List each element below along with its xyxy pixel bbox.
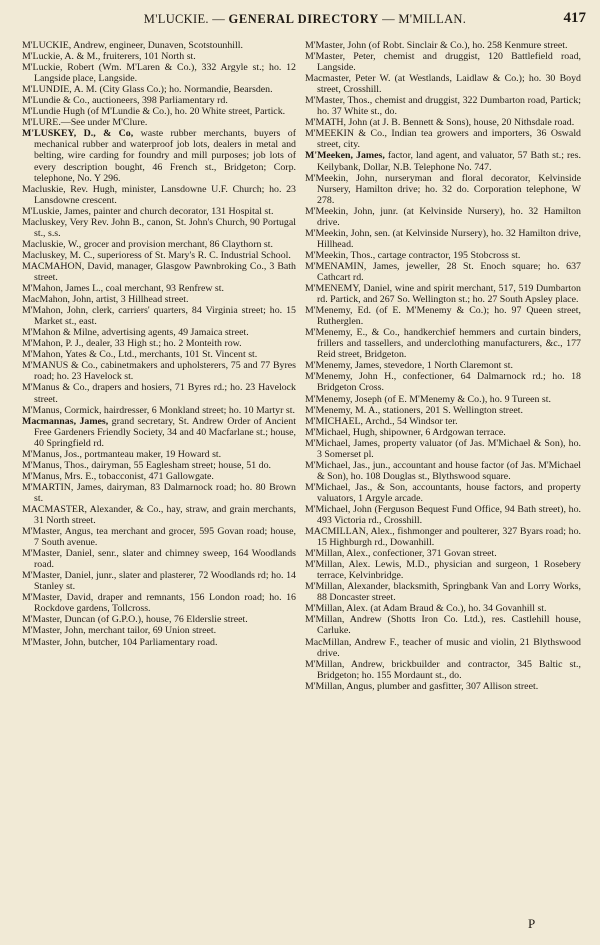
directory-entry bbox=[305, 206, 581, 228]
directory-entry bbox=[305, 40, 581, 51]
directory-entry bbox=[22, 106, 296, 117]
entry-name: M'Millan, bbox=[305, 680, 345, 692]
entry-details: John, merchant tailor, 69 Union street. bbox=[62, 625, 217, 637]
directory-entry bbox=[305, 603, 581, 614]
directory-entry bbox=[22, 405, 296, 416]
entry-name: M'Michael, bbox=[305, 503, 351, 515]
entry-details: & Co., cabinetmakers and upholsterers, 75 and 77 Byres road; ho. 23 Havelock st. bbox=[34, 360, 296, 383]
directory-entry bbox=[305, 548, 581, 559]
entry-details: Thos., chemist and druggist, 322 Dumbarton road, Partick; ho. 37 White st., do. bbox=[317, 95, 581, 118]
entry-details: David, manager, Glasgow Pawnbroking Co., 3 Bath street. bbox=[34, 260, 296, 283]
entry-name: M'LUSKEY, D., & Co, bbox=[22, 128, 134, 140]
entry-name: M'LUNDIE, bbox=[22, 84, 72, 96]
entry-details: M. A., stationers, 201 S. Wellington street. bbox=[352, 404, 523, 416]
entry-details: Alex., fishmonger and poulterer, 327 Byars road; ho. 15 Highburgh rd., Dowanhill. bbox=[317, 526, 581, 549]
entry-name: M'Millan, bbox=[305, 658, 345, 670]
entry-name: M'Manus bbox=[22, 382, 60, 394]
directory-entry bbox=[305, 637, 581, 659]
entry-details: Peter W. (at Westlands, Laidlaw & Co.); ho. 30 Boyd street, Crosshill. bbox=[317, 73, 581, 96]
entry-details: factor, land agent, and valuator, 57 Bath st.; res. Keilybank, Dollar, N.B. Telephone No. 747. bbox=[317, 150, 581, 173]
entry-name: M'Manus, bbox=[22, 404, 62, 416]
directory-entry bbox=[22, 548, 296, 570]
entry-name: M'MENAMIN, bbox=[305, 260, 367, 272]
entry-details: Daniel, wine and spirit merchant, 517, 519 Dumbarton rd. Partick, and 267 So. Wellington st.; ho. 27 South Apsley place. bbox=[317, 283, 581, 306]
entry-name: M'MEEKIN bbox=[305, 128, 354, 140]
entry-name: M'Master, bbox=[305, 51, 346, 63]
entry-name: M'Meeken, James, bbox=[305, 150, 385, 162]
entry-name: M'Menemy, bbox=[305, 371, 353, 383]
directory-entry bbox=[22, 283, 296, 294]
entry-name: M'Meekin, bbox=[305, 172, 349, 184]
directory-entry bbox=[22, 51, 296, 62]
directory-entry bbox=[22, 327, 296, 338]
directory-entry bbox=[22, 416, 296, 449]
entry-details: Joseph (of E. M'Menemy & Co.), ho. 9 Tureen st. bbox=[352, 393, 551, 405]
entry-details: & Co., drapers and hosiers, 71 Byres rd.; ho. 23 Havelock street. bbox=[34, 382, 296, 405]
directory-entry bbox=[22, 117, 296, 128]
entry-details: Mrs. E., tobacconist, 471 Gallowgate. bbox=[61, 470, 214, 482]
page-number: 417 bbox=[563, 10, 586, 26]
entry-name: M'Millan, bbox=[305, 581, 345, 593]
directory-entry bbox=[305, 173, 581, 206]
entry-details: Andrew, engineer, Dunaven, Scotstounhill. bbox=[71, 40, 243, 51]
directory-entry bbox=[305, 460, 581, 482]
entry-name: M'Millan, bbox=[305, 548, 345, 560]
entry-details: A. & M., fruiterers, 101 North st. bbox=[62, 51, 196, 63]
entry-details: James L., coal merchant, 93 Renfrew st. bbox=[63, 283, 224, 295]
entry-name: Macluskie, bbox=[22, 238, 66, 250]
entry-name: M'Master, bbox=[22, 526, 63, 538]
running-head bbox=[24, 12, 586, 34]
directory-entry bbox=[22, 349, 296, 360]
running-title bbox=[24, 12, 586, 27]
entry-details: Archd., 54 Windsor ter. bbox=[363, 415, 458, 427]
entry-details: —See under M'Clure. bbox=[60, 117, 148, 129]
entry-details: Peter, chemist and druggist, 120 Battlefield road, Langside. bbox=[317, 51, 581, 74]
entry-details: John, artist, 3 Hillhead street. bbox=[70, 294, 189, 306]
directory-entry bbox=[305, 427, 581, 438]
directory-entry bbox=[22, 184, 296, 206]
directory-entry bbox=[22, 460, 296, 471]
entry-name: M'Menemy, bbox=[305, 327, 353, 339]
directory-entry bbox=[305, 73, 581, 95]
entry-name: M'Meekin, bbox=[305, 249, 349, 261]
entry-details: James, painter and church decorator, 131 Hospital st. bbox=[61, 205, 274, 217]
directory-entry bbox=[22, 614, 296, 625]
entry-details: Rev. Hugh, minister, Lansdowne U.F. Church; ho. 23 Lansdowne crescent. bbox=[34, 183, 296, 206]
entry-name: M'Lundie bbox=[22, 106, 61, 118]
entry-name: M'MARTIN, bbox=[22, 481, 74, 493]
entry-name: M'Mahon bbox=[22, 327, 61, 339]
entry-details: Alexander, blacksmith, Springbank Van and Lorry Works, 88 Doncaster street. bbox=[317, 581, 581, 604]
entry-details: John (at J. B. Bennett & Sons), house, 20 Nithsdale road. bbox=[346, 117, 575, 129]
entry-name: M'Michael, bbox=[305, 481, 351, 493]
header-dash: — bbox=[382, 12, 395, 26]
entry-name: MACMASTER, bbox=[22, 503, 88, 515]
entry-name: M'Mahon, bbox=[22, 338, 64, 350]
directory-entry bbox=[22, 250, 296, 261]
last-entry-name: M'MILLAN. bbox=[398, 12, 467, 26]
entry-details: Andrew (Shotts Iron Co. Ltd.), res. Castlehill house, Carluke. bbox=[317, 614, 581, 637]
directory-entry bbox=[305, 51, 581, 73]
directory-entry bbox=[22, 305, 296, 327]
directory-entry bbox=[22, 294, 296, 305]
entry-name: M'Mahon, bbox=[22, 283, 64, 295]
entry-name: M'Manus, bbox=[22, 459, 62, 471]
entry-name: M'Luckie, bbox=[22, 62, 63, 74]
directory-entry bbox=[305, 405, 581, 416]
entry-name: M'Master, bbox=[305, 95, 346, 107]
entry-name: M'Michael, bbox=[305, 426, 351, 438]
entry-name: M'Master, bbox=[22, 636, 63, 648]
directory-entry bbox=[305, 438, 581, 460]
entry-name: M'Menemy, bbox=[305, 404, 353, 416]
signature-mark: P bbox=[528, 916, 536, 931]
directory-entry bbox=[22, 128, 296, 183]
directory-entry bbox=[305, 526, 581, 548]
entry-name: M'Millan, bbox=[305, 614, 345, 626]
entry-details: Daniel, senr., slater and chimney sweep, 164 Woodlands road. bbox=[34, 548, 296, 571]
directory-entry bbox=[305, 117, 581, 128]
entry-name: Macmannas, James, bbox=[22, 415, 109, 427]
entry-details: John (of Robt. Sinclair & Co.), ho. 258 Kenmure street. bbox=[345, 40, 568, 51]
entry-name: M'Master, bbox=[305, 40, 346, 51]
directory-entry bbox=[305, 559, 581, 581]
directory-entry bbox=[22, 261, 296, 283]
entry-name: M'Michael, bbox=[305, 437, 351, 449]
entry-name: M'Manus, bbox=[22, 470, 62, 482]
entry-name: M'Manus, bbox=[22, 448, 62, 460]
entry-details: James, dairyman, 83 Dalmarnock road; ho. 80 Brown st. bbox=[34, 481, 296, 504]
directory-entry bbox=[22, 95, 296, 106]
entry-details: James, property valuator (of Jas. M'Michael & Son), ho. 3 Somerset pl. bbox=[317, 437, 581, 460]
entry-name: MACMAHON, bbox=[22, 260, 85, 272]
entry-details: James, stevedore, 1 North Claremont st. bbox=[352, 360, 513, 372]
directory-entry bbox=[305, 150, 581, 172]
entry-details: Jas., jun., accountant and house factor (of Jas. M'Michael & Son), ho. 108 Douglas st., Blythswood square. bbox=[317, 459, 581, 482]
entry-name: Macmaster, bbox=[305, 73, 351, 85]
entry-name: M'Meekin, bbox=[305, 227, 349, 239]
entry-name: M'MANUS bbox=[22, 360, 69, 372]
entry-details: John (Ferguson Bequest Fund Office, 94 Bath street), ho. 493 Victoria rd., Crosshill. bbox=[317, 503, 581, 527]
directory-entry bbox=[305, 614, 581, 636]
directory-entry bbox=[305, 95, 581, 117]
entry-name: M'Meekin, bbox=[305, 205, 349, 217]
entry-name: M'Master, bbox=[22, 592, 63, 604]
entry-details: Alex. Lewis, M.D., physician and surgeon, 1 Rosebery terrace, Kelvinbridge. bbox=[317, 559, 581, 582]
directory-entry bbox=[22, 504, 296, 526]
directory-entry bbox=[305, 128, 581, 150]
entry-details: Yates & Co., Ltd., merchants, 101 St. Vincent st. bbox=[63, 349, 258, 361]
entry-details: Alex., confectioner, 371 Govan street. bbox=[344, 548, 497, 560]
directory-entry bbox=[305, 681, 581, 692]
entry-name: M'MATH, bbox=[305, 117, 347, 129]
entry-name: M'LURE. bbox=[22, 117, 61, 129]
directory-entry bbox=[22, 471, 296, 482]
entry-details: Andrew F., teacher of music and violin, 21 Blythswood drive. bbox=[317, 636, 581, 659]
entry-details: Jos., portmanteau maker, 19 Howard st. bbox=[61, 448, 222, 460]
left-column bbox=[22, 40, 296, 930]
directory-entry bbox=[22, 217, 296, 239]
directory-title: GENERAL DIRECTORY bbox=[228, 12, 379, 26]
directory-entry bbox=[305, 250, 581, 261]
right-column bbox=[305, 40, 581, 930]
entry-name: M'Mahon, bbox=[22, 305, 64, 317]
directory-entry bbox=[305, 659, 581, 681]
directory-entry bbox=[22, 62, 296, 84]
header-dash: — bbox=[212, 12, 226, 26]
entry-details: E., & Co., handkerchief hemmers and curtain binders, frillers and tassellers, and underclothing manufacturers, &c., 177 Reid street, Bridgeton. bbox=[317, 327, 581, 361]
directory-entry bbox=[22, 239, 296, 250]
entry-details: Duncan (of G.P.O.), house, 76 Elderslie street. bbox=[62, 614, 248, 626]
directory-entry bbox=[22, 360, 296, 382]
entry-name: M'Millan, bbox=[305, 559, 345, 571]
entry-name: M'Lundie bbox=[22, 95, 61, 107]
entry-details: Very Rev. John B., canon, St. John's Church, 90 Portugal st., s.s. bbox=[34, 216, 296, 239]
entry-details: James, jeweller, 28 St. Enoch square; ho. 637 Cathcart rd. bbox=[317, 260, 581, 283]
entry-details: Thos., dairyman, 55 Eaglesham street; house, 51 do. bbox=[61, 459, 271, 471]
entry-details: Angus, tea merchant and grocer, 595 Govan road; house, 7 South avenue. bbox=[34, 526, 296, 549]
entry-details: John, clerk, carriers' quarters, 84 Virginia street; ho. 15 Market st., east. bbox=[34, 305, 296, 328]
entry-details: Alex. (at Adam Braud & Co.), ho. 34 Govanhill st. bbox=[344, 603, 547, 615]
entry-name: M'Master, bbox=[22, 614, 63, 626]
entry-name: M'MENEMY, bbox=[305, 283, 361, 295]
entry-details: & Co., Indian tea growers and importers, 36 Oswald street, city. bbox=[317, 128, 581, 151]
directory-entry bbox=[22, 206, 296, 217]
entry-name: Macluskey, bbox=[22, 249, 68, 261]
entry-details: John, butcher, 104 Parliamentary road. bbox=[62, 636, 218, 648]
entry-details: John, nurseryman and floral decorator, Kelvinside Nursery, Hamilton drive; ho. 32 do. Corporation telephone, W 278. bbox=[317, 172, 581, 206]
directory-entry bbox=[305, 305, 581, 327]
entry-details: grand secretary, St. Andrew Order of Ancient Free Gardeners Friendly Society, 34 and 40 Macfarlane st.; house, 40 Springfield rd. bbox=[34, 415, 296, 449]
entry-details: Angus, plumber and gasfitter, 307 Allison street. bbox=[344, 680, 539, 692]
entry-details: John, sen. (at Kelvinside Nursery), ho. 32 Hamilton drive, Hillhead. bbox=[317, 227, 581, 250]
directory-entry bbox=[305, 394, 581, 405]
entry-details: Hugh (of M'Lundie & Co.), ho. 20 White street, Partick. bbox=[60, 106, 286, 118]
directory-entry bbox=[305, 327, 581, 360]
entry-name: M'Menemy, bbox=[305, 393, 353, 405]
directory-entry bbox=[22, 382, 296, 404]
entry-details: M. C., superioress of St. Mary's R. C. Industrial School. bbox=[67, 249, 291, 261]
entry-details: Ed. (of E. M'Menemy & Co.); ho. 97 Queen street, Rutherglen. bbox=[317, 305, 581, 328]
entry-name: M'Menemy, bbox=[305, 360, 353, 372]
entry-details: & Milne, advertising agents, 49 Jamaica street. bbox=[60, 327, 249, 339]
entry-details: waste rubber merchants, buyers of mechanical rubber and waterproof job lots, dealers in metal and belting, wire carding for foundry and mill purposes; job lots of every description bought, 46 French st., Bridgeton; Corp. telephone, No. Y 296. bbox=[34, 128, 296, 184]
entry-details: John, junr. (at Kelvinside Nursery), ho. 32 Hamilton drive. bbox=[317, 205, 581, 228]
directory-entry bbox=[22, 482, 296, 504]
directory-entry bbox=[22, 526, 296, 548]
entry-name: M'LUCKIE, bbox=[22, 40, 72, 51]
entry-name: M'Master, bbox=[22, 548, 63, 560]
directory-entry bbox=[305, 482, 581, 504]
first-entry-name: M'LUCKIE. bbox=[143, 12, 209, 26]
entry-details: A. M. (City Glass Co.); ho. Normandie, Bearsden. bbox=[71, 84, 273, 96]
directory-entry bbox=[22, 84, 296, 95]
directory-entry bbox=[305, 504, 581, 526]
entry-name: M'Menemy, bbox=[305, 305, 353, 317]
directory-entry bbox=[22, 449, 296, 460]
directory-entry bbox=[22, 338, 296, 349]
entry-details: Cormick, hairdresser, 6 Monkland street; ho. 10 Martyr st. bbox=[61, 404, 295, 416]
entry-details: Jas., & Son, accountants, house factors, and property valuators, 1 Argyle arcade. bbox=[317, 481, 581, 504]
entry-details: Thos., cartage contractor, 195 Stobcross st. bbox=[348, 249, 521, 261]
entry-name: M'MICHAEL, bbox=[305, 415, 364, 427]
entry-name: MacMahon, bbox=[22, 294, 70, 306]
entry-name: M'Master, bbox=[22, 570, 63, 582]
directory-entry bbox=[22, 592, 296, 614]
entry-details: John H., confectioner, 64 Dalmarnock rd.; ho. 18 Bridgeton Cross. bbox=[317, 371, 581, 394]
directory-entry bbox=[305, 261, 581, 283]
directory-entry bbox=[305, 283, 581, 305]
directory-entry bbox=[305, 416, 581, 427]
directory-entry bbox=[305, 360, 581, 371]
entry-name: M'Luckie, bbox=[22, 51, 63, 63]
directory-entry bbox=[22, 40, 296, 51]
entry-name: M'Luskie, bbox=[22, 205, 62, 217]
directory-entry bbox=[22, 637, 296, 648]
directory-entry bbox=[305, 228, 581, 250]
entry-name: M'Michael, bbox=[305, 459, 351, 471]
entry-details: W., grocer and provision merchant, 86 Claythorn st. bbox=[65, 238, 273, 250]
directory-entry bbox=[22, 625, 296, 636]
entry-details: Daniel, junr., slater and plasterer, 72 Woodlands rd; ho. 14 Stanley st. bbox=[34, 570, 296, 593]
entry-details: Andrew, brickbuilder and contractor, 345 Baltic st., Bridgeton; ho. 155 Mordaunt st., do. bbox=[317, 658, 581, 681]
entry-details: P. J., dealer, 33 High st.; ho. 2 Monteith row. bbox=[63, 338, 242, 350]
entry-name: M'Master, bbox=[22, 625, 63, 637]
entry-details: David, draper and remnants, 156 London road; ho. 16 Rockdove gardens, Tollcross. bbox=[34, 592, 296, 615]
directory-entry bbox=[305, 371, 581, 393]
entry-name: M'Millan, bbox=[305, 603, 345, 615]
entry-name: MacMillan, bbox=[305, 636, 352, 648]
entry-name: Macluskey, bbox=[22, 216, 68, 228]
directory-entry bbox=[22, 570, 296, 592]
entry-details: Alexander, & Co., hay, straw, and grain merchants, 31 North street. bbox=[34, 503, 296, 527]
entry-details: Robert (Wm. M'Laren & Co.), 332 Argyle st.; ho. 12 Langside place, Langside. bbox=[34, 62, 296, 85]
entry-name: M'Mahon, bbox=[22, 349, 64, 361]
entry-details: Hugh, shipowner, 6 Ardgowan terrace. bbox=[350, 426, 506, 438]
entry-details: & Co., auctioneers, 398 Parliamentary rd. bbox=[60, 95, 228, 107]
directory-entry bbox=[305, 581, 581, 603]
entry-name: Macluskie, bbox=[22, 183, 66, 195]
entry-name: MACMILLAN, bbox=[305, 526, 369, 538]
